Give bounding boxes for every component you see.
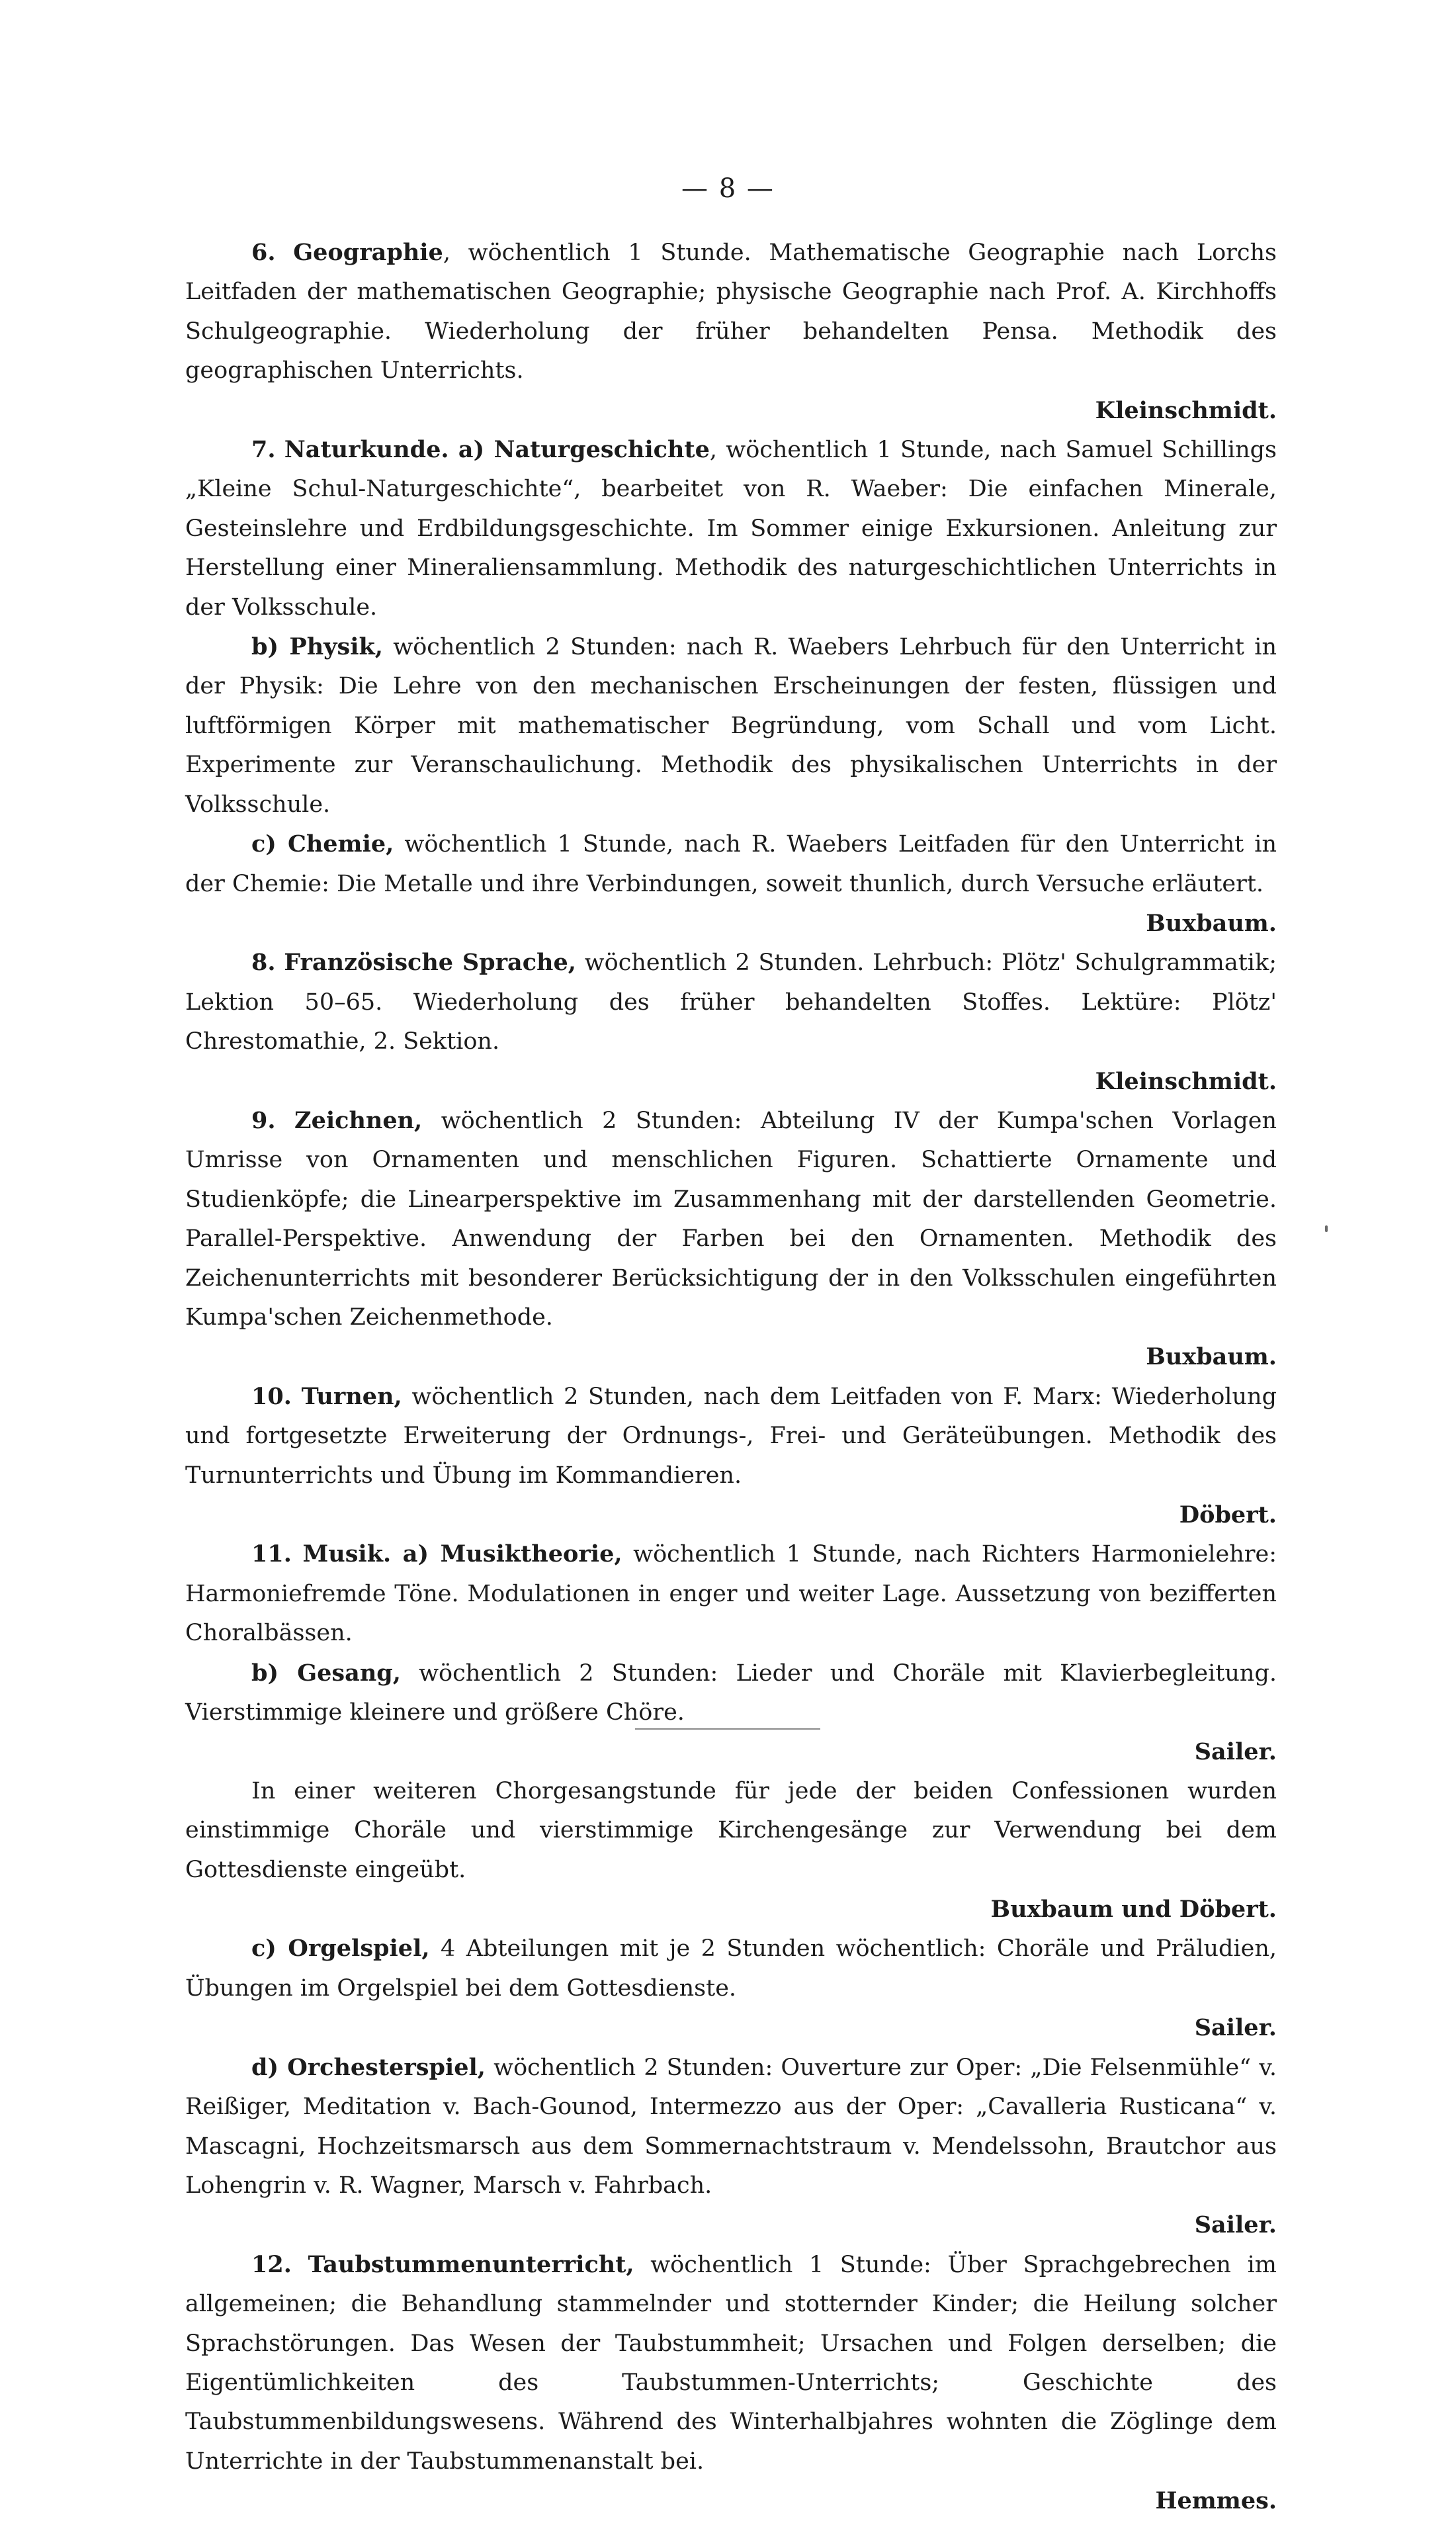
section-title: Taubstummenunterricht, [308, 2250, 634, 2278]
subsection-gesang [185, 1654, 1277, 1772]
subsection-title: b) Gesang, [251, 1659, 401, 1687]
teacher-signature: Kleinschmidt. [1095, 1067, 1277, 1095]
section-number: 9. [251, 1106, 276, 1134]
subsection-title: c) Orgelspiel, [251, 1935, 430, 1963]
teacher-signature: Buxbaum. [1146, 909, 1277, 937]
section-number: 11. [251, 1540, 292, 1568]
subsection-title: a) Naturgeschichte [449, 436, 710, 464]
section-text: In einer weiteren Chorgesangstunde für jede der beiden Confessionen wurden einstimmige Choräle und vierstimmige Kirchengesänge zur Verwendung bei dem Gottesdienste eingeübt. [185, 1777, 1277, 1883]
teacher-signature: Hemmes. [1155, 2487, 1277, 2515]
section-title: Naturkunde. [284, 436, 449, 464]
section-title: Turnen, [301, 1382, 402, 1410]
subsection-orchesterspiel [185, 2048, 1277, 2245]
subsection-chorgesang [185, 1772, 1277, 1929]
section-text: wöchentlich 1 Stunde: Über Sprachgebrechen im allgemeinen; die Behandlung stammelnder und stotternder Kinder; die Heilung solcher Sprachstörungen. Das Wesen der Taubstummheit; Ursachen und Folgen derselben; die Eigentümlichkeiten des Taubstummen-Unterrichts; Geschichte des Taubstummenbildungswesens. Während des Winterhalbjahres wohnten die Zöglinge dem Unterrichte in der Taubstummenanstalt bei. [185, 2251, 1277, 2475]
subsection-physik [185, 627, 1277, 824]
section-number: 8. [251, 949, 276, 977]
section-number: 7. [251, 436, 276, 464]
section-text: 4 Abteilungen mit je 2 Stunden wöchentlich: Choräle und Präludien, Übungen im Orgelspiel bei dem Gottesdienste. [185, 1935, 1277, 2002]
section-naturkunde [185, 430, 1277, 627]
section-title: Zeichnen, [294, 1106, 423, 1134]
section-text: wöchentlich 2 Stunden: Lieder und Choräle mit Klavierbegleitung. Vierstimmige kleinere und größere Chöre. [185, 1659, 1277, 1726]
section-number: 10. [251, 1382, 292, 1410]
section-musik [185, 1534, 1277, 1653]
subsection-title: b) Physik, [251, 633, 383, 661]
end-rule [635, 1728, 820, 1730]
section-text: wöchentlich 1 Stunde, nach R. Waebers Leitfaden für den Unterricht in der Chemie: Die Metalle und ihre Verbindungen, soweit thunlich, durch Versuche erläutert. [185, 831, 1277, 897]
section-title: Französische Sprache, [284, 949, 576, 977]
section-text: wöchentlich 2 Stunden: Abteilung IV der Kumpa'schen Vorlagen Umrisse von Ornamenten und menschlichen Figuren. Schattierte Ornamente und Studienköpfe; die Linearperspektive im Zusammenhang mit der darstellenden Geometrie. Parallel-Perspektive. Anwendung der Farben bei den Ornamenten. Methodik des Zeichenunterrichts mit besonderer Berücksichtigung der in den Volksschulen eingeführten Kumpa'schen Zeichenmethode. [185, 1107, 1277, 1331]
teacher-signature: Buxbaum und Döbert. [990, 1896, 1277, 1924]
section-text: wöchentlich 2 Stunden, nach dem Leitfaden von F. Marx: Wiederholung und fortgesetzte Erweiterung der Ordnungs-, Frei- und Geräteübungen. Methodik des Turnunterrichts und Übung im Kommandieren. [185, 1383, 1277, 1489]
page-number: — 8 — [681, 173, 775, 204]
section-text: , wöchentlich 1 Stunde, nach Samuel Schillings „Kleine Schul-Naturgeschichte“, bearbeitet von R. Waeber: Die einfachen Minerale, Gesteinslehre und Erdbildungsgeschichte. Im Sommer einige Exkursionen. Anleitung zur Herstellung einer Mineraliensammlung. Methodik des naturgeschichtlichen Unterrichts in der Volksschule. [185, 437, 1277, 621]
document-body [185, 233, 1277, 2521]
section-taubstummenunterricht [185, 2245, 1277, 2521]
section-turnen [185, 1377, 1277, 1535]
teacher-signature: Sailer. [1194, 1738, 1277, 1766]
section-text: wöchentlich 1 Stunde, nach Richters Harmonielehre: Harmoniefremde Töne. Modulationen in enger und weiter Lage. Aussetzung von bezifferten Choralbässen. [185, 1541, 1277, 1647]
section-geographie [185, 233, 1277, 430]
section-text: , wöchentlich 1 Stunde. Mathematische Geographie nach Lorchs Leitfaden der mathematischen Geographie; physische Geographie nach Prof. A. Kirchhoffs Schulgeographie. Wiederholung der früher behandelten Pensa. Methodik des geographischen Unterrichts. [185, 240, 1277, 384]
section-zeichnen [185, 1101, 1277, 1377]
subsection-title: a) Musiktheorie, [391, 1540, 622, 1568]
section-number: 6. [251, 239, 276, 266]
subsection-orgelspiel [185, 1929, 1277, 2047]
subsection-title: c) Chemie, [251, 830, 394, 858]
teacher-signature: Kleinschmidt. [1095, 396, 1277, 424]
teacher-signature: Buxbaum. [1146, 1343, 1277, 1371]
section-title: Musik. [302, 1540, 392, 1568]
print-speck [1325, 1225, 1328, 1232]
teacher-signature: Döbert. [1179, 1501, 1277, 1528]
section-text: wöchentlich 2 Stunden: Ouverture zur Oper: „Die Felsenmühle“ v. Reißiger, Meditation v. Bach-Gounod, Intermezzo aus der Oper: „Cavalleria Rusticana“ v. Mascagni, Hochzeitsmarsch aus dem Sommernachtstraum v. Mendelssohn, Brautchor aus Lohengrin v. R. Wagner, Marsch v. Fahrbach. [185, 2054, 1277, 2199]
teacher-signature: Sailer. [1194, 2014, 1277, 2042]
subsection-chemie [185, 824, 1277, 943]
section-title: Geographie [293, 239, 443, 266]
teacher-signature: Sailer. [1194, 2211, 1277, 2239]
section-text: wöchentlich 2 Stunden: nach R. Waebers Lehrbuch für den Unterricht in der Physik: Die Lehre von den mechanischen Erscheinungen der festen, flüssigen und luftförmigen Körper mit mathematischer Begründung, vom Schall und vom Licht. Experimente zur Veranschaulichung. Methodik des physikalischen Unterrichts in der Volksschule. [185, 634, 1277, 818]
section-text: wöchentlich 2 Stunden. Lehrbuch: Plötz' Schulgrammatik; Lektion 50–65. Wiederholung des früher behandelten Stoffes. Lektüre: Plötz' Chrestomathie, 2. Sektion. [185, 950, 1277, 1055]
subsection-title: d) Orchesterspiel, [251, 2053, 486, 2081]
section-number: 12. [251, 2250, 292, 2278]
section-franzoesisch [185, 943, 1277, 1101]
